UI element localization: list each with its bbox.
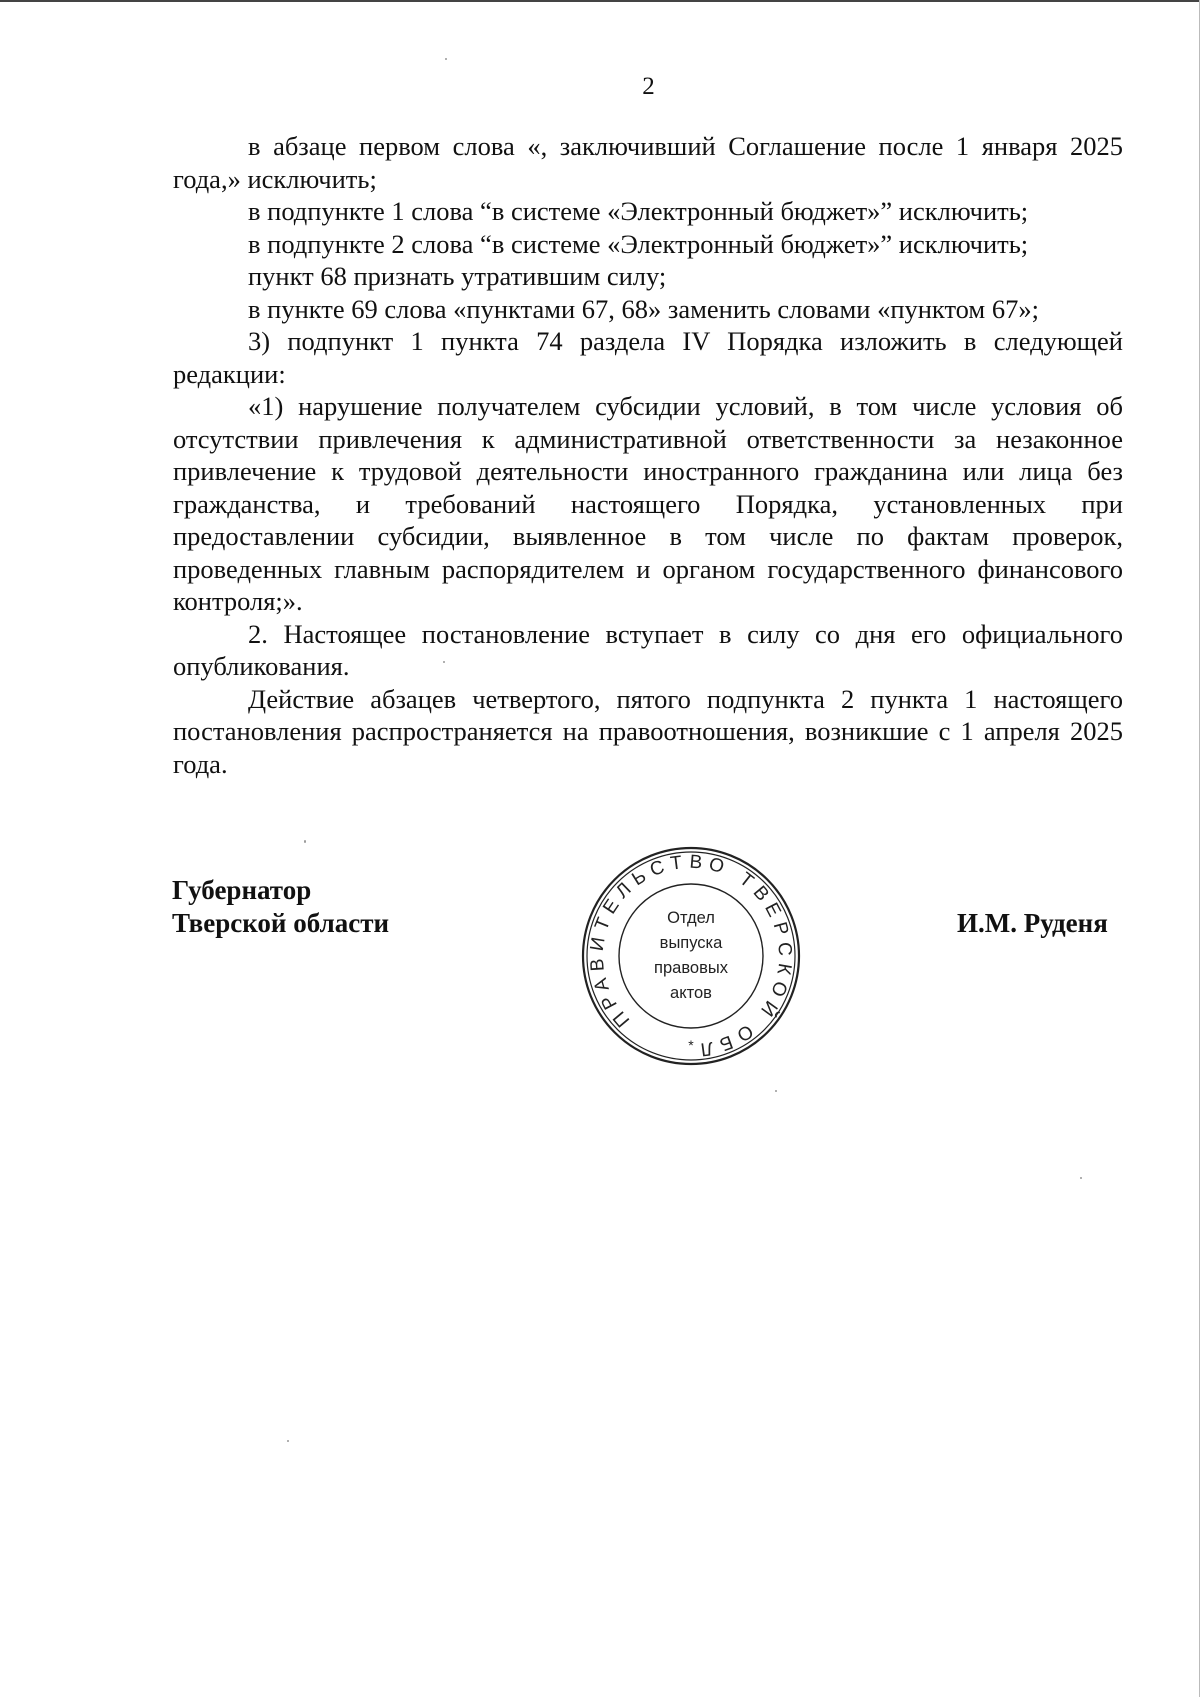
stamp-inner-line-1: Отдел <box>667 909 715 927</box>
paragraph-subpoint-2: в подпункте 2 слова “в системе «Электронный бюджет»” исключить; <box>248 228 1029 259</box>
scan-speck <box>304 840 306 843</box>
scan-speck <box>443 661 445 663</box>
paragraph-point-69: в пункте 69 слова «пунктами 67, 68» заменить словами «пунктом 67»; <box>248 293 1039 324</box>
scan-speck <box>775 1090 777 1092</box>
scan-speck <box>287 1440 289 1442</box>
paragraph-point-68: пункт 68 признать утратившим силу; <box>248 261 667 291</box>
stamp-inner-line-3: правовых <box>654 959 728 977</box>
stamp-inner-line-4: актов <box>670 984 712 1002</box>
scan-edge-top <box>0 0 1200 2</box>
page-number: 2 <box>642 73 655 100</box>
stamp-inner-text <box>579 906 803 1006</box>
signer-title <box>172 874 389 940</box>
scan-speck <box>445 58 447 60</box>
paragraph-entry-into-force: 2. Настоящее постановление вступает в силу со дня его официального опубликования. <box>173 618 1123 681</box>
paragraph-subpoint-1: в подпункте 1 слова “в системе «Электронный бюджет»” исключить; <box>248 196 1029 226</box>
paragraph-violation-wording: «1) нарушение получателем субсидии условий, в том числе условия об отсутствии привлечения к административной ответственности за незаконное привлечение к трудовой деятельности иностранного гражданина или лица без гражданства, и требований настоящего Порядка, установленных при предоставлении субсидии, выявленное в том числе по фактам проверок, проведенных главным распорядителем и органом государственного финансового контроля;». <box>173 391 1123 616</box>
stamp-ring-text-path: ПРАВИТЕЛЬСТВО ТВЕРСКОЙ ОБЛ <box>586 851 796 1061</box>
paragraph-amendment-first-clause: в абзаце первом слова «, заключивший Соглашение после 1 января 2025 года,» исключить; <box>173 131 1123 194</box>
stamp-star: * <box>688 1037 694 1053</box>
signer-title-line-1: Губернатор <box>172 875 312 905</box>
stamp-inner-line-2: выпуска <box>659 934 723 952</box>
official-stamp <box>579 844 803 1068</box>
scan-speck <box>1080 1177 1082 1179</box>
signer-name: И.М. Руденя <box>957 908 1108 938</box>
signer-title-line-2: Тверской области <box>172 908 390 938</box>
paragraph-retroactive-effect: Действие абзацев четвертого, пятого подпункта 2 пункта 1 настоящего постановления распространяется на правоотношения, возникшие с 1 апреля 2025 года. <box>173 683 1123 779</box>
document-body <box>173 130 1123 780</box>
paragraph-point-74: 3) подпункт 1 пункта 74 раздела IV Порядка изложить в следующей редакции: <box>173 326 1123 389</box>
